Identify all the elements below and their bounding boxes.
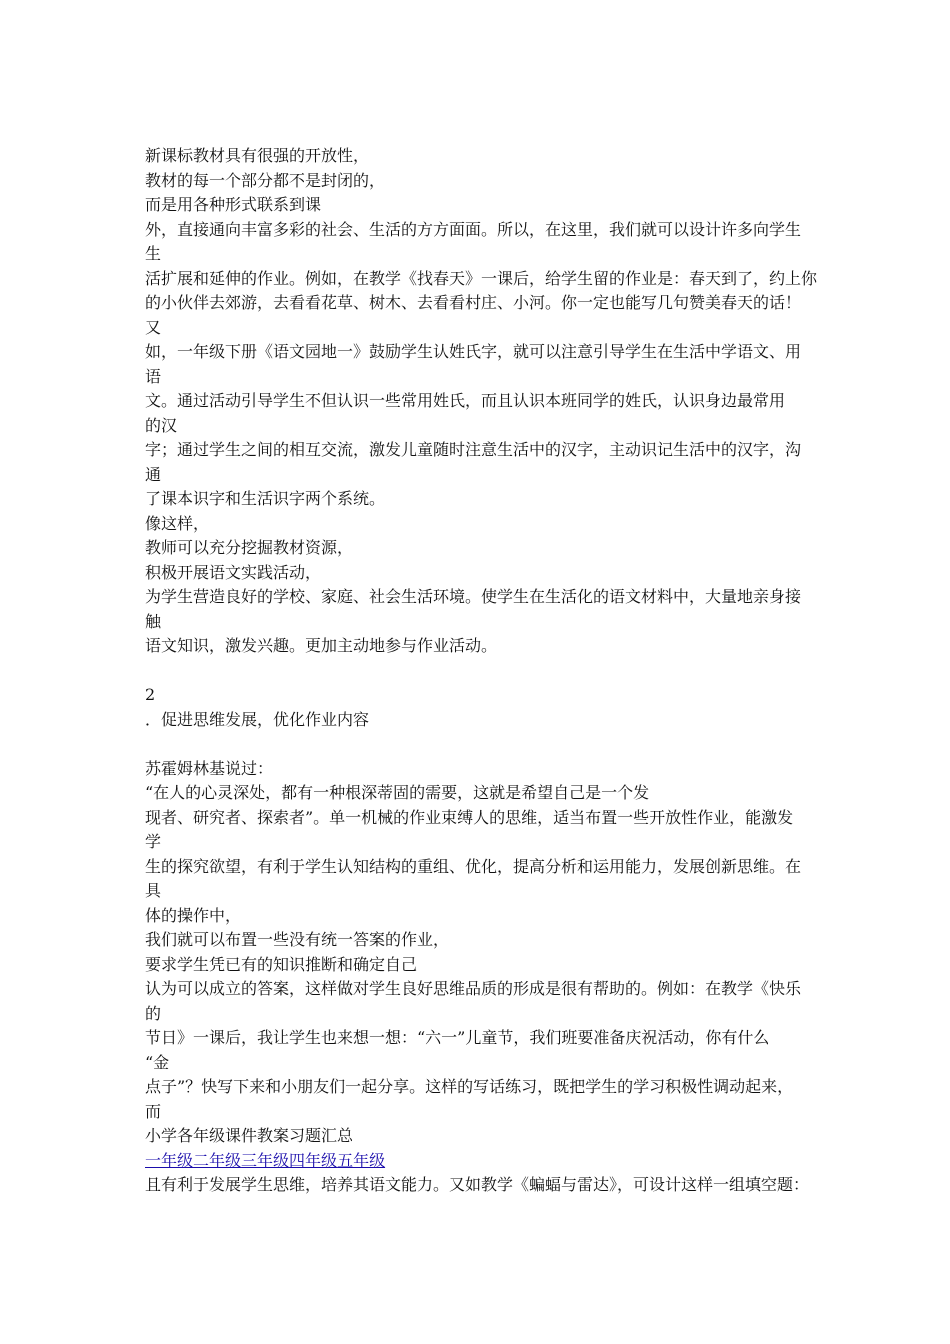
- text-line: 学: [145, 832, 162, 851]
- text-line: 外，直接通向丰富多彩的社会、生活的方方面面。所以，在这里，我们就可以设计许多向学生: [145, 219, 802, 239]
- text-line: 积极开展语文实践活动，: [145, 562, 322, 582]
- text-line: 小学各年级课件教案习题汇总: [145, 1126, 354, 1145]
- text-line: 节日》一课后，我让学生也来想一想：“六一”儿童节，我们班要准备庆祝活动，你有什么: [145, 1028, 770, 1047]
- text-line: 通: [145, 464, 162, 484]
- text-line: 的汉: [145, 415, 178, 435]
- text-line: 新课标教材具有很强的开放性，: [145, 146, 370, 165]
- grade-link-4[interactable]: 四年级: [289, 1150, 338, 1170]
- text-line: 又: [145, 317, 162, 337]
- text-line: 生的探究欲望，有利于学生认知结构的重组、优化，提高分析和运用能力，发展创新思维。在: [145, 856, 802, 876]
- text-line: 的小伙伴去郊游，去看看花草、树木、去看看村庄、小河。你一定也能写几句赞美春天的话！: [145, 293, 802, 312]
- text-line: 教材的每一个部分都不是封闭的，: [145, 170, 386, 190]
- blank-line: [145, 659, 825, 684]
- text-line: 语: [145, 366, 162, 386]
- text-line: 而: [145, 1101, 162, 1121]
- text-line: 体的操作中，: [145, 905, 242, 925]
- blank-line: [145, 732, 825, 757]
- paragraph-1: [145, 144, 825, 659]
- closing-line: 且有利于发展学生思维，培养其语文能力。又如教学《蝙蝠与雷达》，可设计这样一组填空题：: [145, 1175, 810, 1194]
- grade-link-1[interactable]: 一年级: [145, 1150, 194, 1170]
- text-line: “在人的心灵深处，都有一种根深蒂固的需要，这就是希望自己是一个发: [145, 783, 650, 802]
- text-line: 苏霍姆林基说过：: [145, 758, 274, 778]
- text-line: 生: [145, 244, 162, 263]
- text-line: 活扩展和延伸的作业。例如，在教学《找春天》一课后，给学生留的作业是：春天到了，约上你: [145, 268, 818, 288]
- text-line: 的: [145, 1003, 162, 1023]
- text-line: 点子”？快写下来和小朋友们一起分享。这样的写话练习，既把学生的学习积极性调动起来，: [145, 1077, 794, 1096]
- text-line: 语文知识，激发兴趣。更加主动地参与作业活动。: [145, 636, 498, 655]
- grade-links: [145, 1149, 825, 1174]
- text-line: 要求学生凭已有的知识推断和确定自己: [145, 954, 418, 974]
- text-line: 认为可以成立的答案，这样做对学生良好思维品质的形成是很有帮助的。例如：在教学《快乐: [145, 979, 802, 998]
- text-line: 如，一年级下册《语文园地一》鼓励学生认姓氏字，就可以注意引导学生在生活中学语文、用: [145, 342, 802, 361]
- text-line: 文。通过活动引导学生不但认识一些常用姓氏，而且认识本班同学的姓氏，认识身边最常用: [145, 391, 786, 410]
- section-title: ．促进思维发展，优化作业内容: [145, 709, 370, 729]
- text-line: 为学生营造良好的学校、家庭、社会生活环境。使学生在生活化的语文材料中，大量地亲身接: [145, 587, 802, 606]
- text-line: 我们就可以布置一些没有统一答案的作业，: [145, 930, 450, 949]
- paragraph-2: [145, 757, 825, 1149]
- text-line: 而是用各种形式联系到课: [145, 195, 322, 214]
- text-line: 教师可以充分挖掘教材资源，: [145, 538, 354, 557]
- grade-link-3[interactable]: 三年级: [241, 1150, 290, 1170]
- text-line: “金: [145, 1052, 170, 1072]
- grade-link-5[interactable]: 五年级: [337, 1150, 386, 1170]
- text-line: 字；通过学生之间的相互交流，激发儿童随时注意生活中的汉字，主动识记生活中的汉字，沟: [145, 440, 802, 459]
- document-body: [145, 144, 825, 1198]
- text-line: 了课本识字和生活识字两个系统。: [145, 489, 386, 508]
- text-line: 具: [145, 881, 162, 900]
- text-line: 像这样，: [145, 513, 210, 533]
- grade-link-2[interactable]: 二年级: [193, 1150, 242, 1170]
- section-number: 2: [145, 685, 156, 704]
- text-line: 触: [145, 611, 162, 631]
- text-line: 现者、研究者、探索者”。单一机械的作业束缚人的思维，适当布置一些开放性作业，能激发: [145, 807, 794, 827]
